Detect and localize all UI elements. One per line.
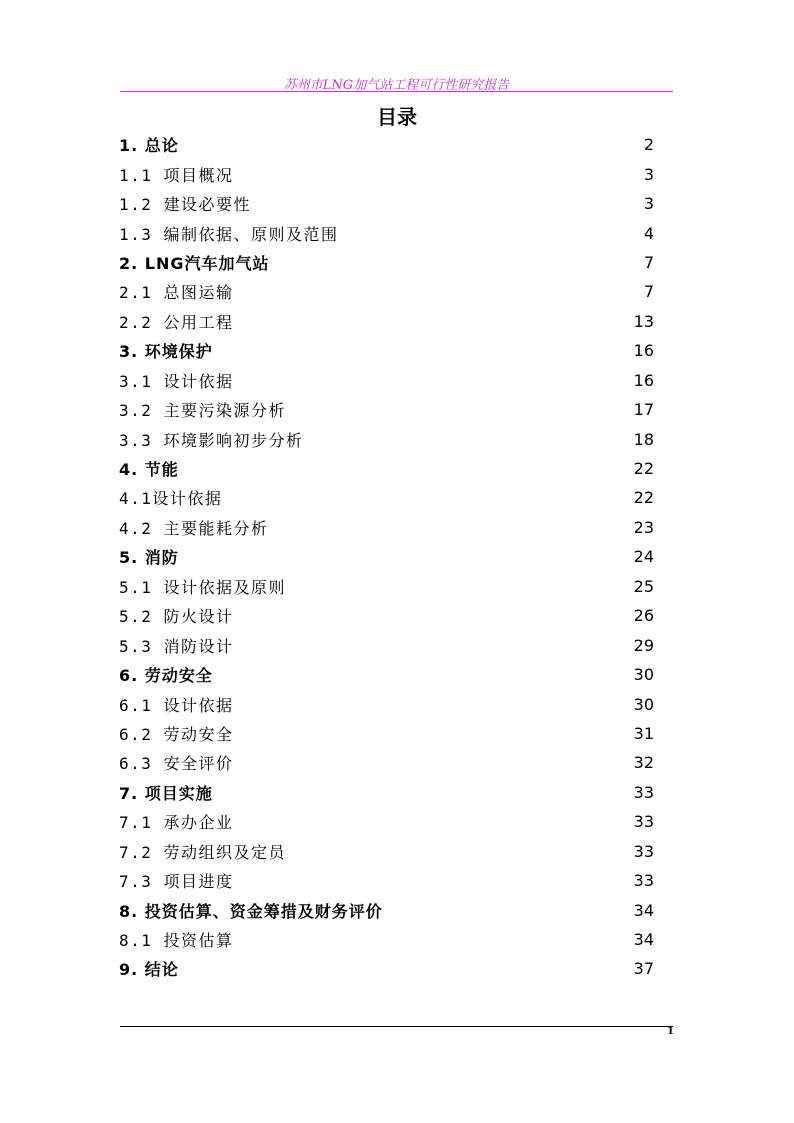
toc-entry-page: 31 [633, 723, 654, 743]
toc-chapter-entry[interactable] [119, 542, 654, 571]
toc-entry-text: 8. 投资估算、资金筹措及财务评价 [119, 901, 383, 921]
toc-entry-text: 3. 环境保护 [119, 342, 213, 362]
toc-section-entry[interactable] [119, 483, 654, 512]
toc-entry-page: 25 [633, 576, 654, 596]
toc-section-entry[interactable] [119, 307, 654, 336]
toc-entry-page: 3 [643, 194, 654, 214]
toc-section-entry[interactable] [119, 189, 654, 218]
toc-chapter-entry[interactable] [119, 248, 654, 277]
toc-entry-text: 7.3 项目进度 [119, 872, 234, 892]
toc-entry-text: 3.1 设计依据 [119, 371, 234, 391]
toc-entry-page: 2 [643, 135, 654, 155]
toc-chapter-entry[interactable] [119, 954, 654, 983]
toc-entry-text: 1.1 项目概况 [119, 165, 234, 185]
toc-section-entry[interactable] [119, 837, 654, 866]
toc-chapter-entry[interactable] [119, 660, 654, 689]
toc-section-entry[interactable] [119, 807, 654, 836]
toc-entry-text: 9. 结论 [119, 960, 179, 980]
toc-entry-text: 1.3 编制依据、原则及范围 [119, 224, 339, 244]
toc-entry-text: 5.3 消防设计 [119, 636, 234, 656]
toc-entry-text: 2. LNG汽车加气站 [119, 253, 270, 273]
toc-entry-text: 2.1 总图运输 [119, 283, 234, 303]
toc-entry-page: 7 [643, 282, 654, 302]
toc-entry-text: 4. 节能 [119, 460, 179, 480]
footer-divider [120, 1026, 673, 1027]
toc-chapter-entry[interactable] [119, 130, 654, 159]
toc-entry-text: 1. 总论 [119, 136, 179, 156]
toc-entry-page: 23 [633, 517, 654, 537]
toc-entry-text: 3.3 环境影响初步分析 [119, 430, 304, 450]
toc-section-entry[interactable] [119, 159, 654, 188]
toc-entry-page: 34 [633, 930, 654, 950]
toc-entry-page: 16 [633, 370, 654, 390]
toc-section-entry[interactable] [119, 748, 654, 777]
toc-entry-text: 1.2 建设必要性 [119, 195, 252, 215]
toc-entry-page: 7 [643, 252, 654, 272]
toc-entry-text: 2.2 公用工程 [119, 312, 234, 332]
toc-entry-text: 7.2 劳动组织及定员 [119, 842, 287, 862]
toc-section-entry[interactable] [119, 218, 654, 247]
running-header: 苏州市LNG加气站工程可行性研究报告 [283, 78, 510, 93]
toc-entry-text: 6. 劳动安全 [119, 666, 213, 686]
toc-entry-text: 6.2 劳动安全 [119, 724, 234, 744]
toc-section-entry[interactable] [119, 866, 654, 895]
toc-section-entry[interactable] [119, 630, 654, 659]
toc-entry-page: 33 [633, 871, 654, 891]
header-divider [120, 91, 673, 92]
toc-section-entry[interactable] [119, 689, 654, 718]
toc-entry-text: 5.1 设计依据及原则 [119, 577, 287, 597]
toc-entry-page: 3 [643, 164, 654, 184]
toc-entry-text: 4.2 主要能耗分析 [119, 518, 269, 538]
toc-entry-page: 22 [633, 488, 654, 508]
toc-section-entry[interactable] [119, 572, 654, 601]
toc-entry-page: 33 [633, 782, 654, 802]
toc-entry-text: 8.1 投资估算 [119, 931, 234, 951]
toc-chapter-entry[interactable] [119, 778, 654, 807]
toc-chapter-entry[interactable] [119, 454, 654, 483]
toc-section-entry[interactable] [119, 601, 654, 630]
toc-entry-page: 29 [633, 635, 654, 655]
page-number: 1 [667, 1026, 674, 1037]
toc-entry-page: 4 [643, 223, 654, 243]
toc-section-entry[interactable] [119, 395, 654, 424]
toc-section-entry[interactable] [119, 277, 654, 306]
toc-entry-page: 16 [633, 341, 654, 361]
toc-entry-page: 33 [633, 812, 654, 832]
toc-section-entry[interactable] [119, 925, 654, 954]
toc-entry-text: 7. 项目实施 [119, 783, 213, 803]
toc-entry-page: 18 [633, 429, 654, 449]
toc-title: 目录 [377, 105, 417, 129]
toc-entry-page: 13 [633, 311, 654, 331]
toc-section-entry[interactable] [119, 719, 654, 748]
table-of-contents [119, 130, 654, 984]
toc-entry-page: 32 [633, 753, 654, 773]
toc-entry-page: 30 [633, 665, 654, 685]
toc-entry-page: 33 [633, 841, 654, 861]
toc-chapter-entry[interactable] [119, 895, 654, 924]
toc-entry-page: 34 [633, 900, 654, 920]
toc-section-entry[interactable] [119, 366, 654, 395]
toc-entry-page: 24 [633, 547, 654, 567]
toc-entry-text: 5. 消防 [119, 548, 179, 568]
toc-section-entry[interactable] [119, 424, 654, 453]
toc-entry-text: 3.2 主要污染源分析 [119, 401, 287, 421]
toc-entry-page: 17 [633, 400, 654, 420]
toc-section-entry[interactable] [119, 513, 654, 542]
toc-entry-page: 30 [633, 694, 654, 714]
toc-entry-text: 4.1设计依据 [119, 489, 223, 509]
toc-chapter-entry[interactable] [119, 336, 654, 365]
toc-entry-page: 22 [633, 459, 654, 479]
toc-entry-text: 5.2 防火设计 [119, 607, 234, 627]
toc-entry-page: 26 [633, 606, 654, 626]
toc-entry-text: 6.3 安全评价 [119, 754, 234, 774]
toc-entry-page: 37 [633, 959, 654, 979]
toc-entry-text: 7.1 承办企业 [119, 813, 234, 833]
toc-entry-text: 6.1 设计依据 [119, 695, 234, 715]
